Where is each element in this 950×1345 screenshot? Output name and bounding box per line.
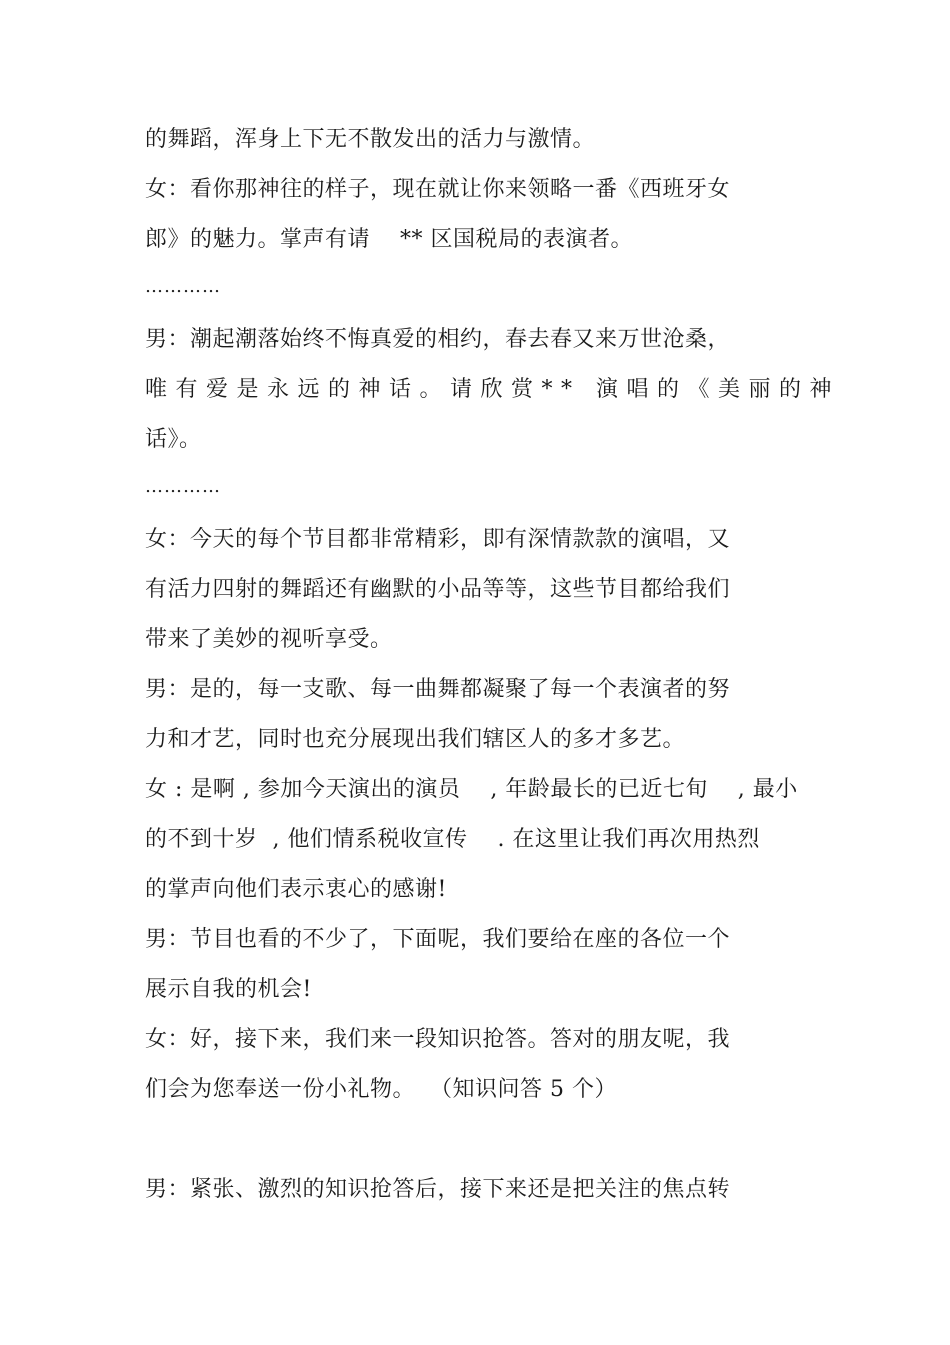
text-line: 女 : 是啊 , 参加今天演出的演员 , 年龄最长的已近七旬 , 最小 <box>145 777 798 802</box>
text-line: 女：今天的每个节目都非常精彩，即有深情款款的演唱，又 <box>145 527 731 552</box>
text-line: 话》。 <box>145 427 202 452</box>
text-line: 有活力四射的舞蹈还有幽默的小品等等，这些节目都给我们 <box>145 577 731 602</box>
text-line: 的掌声向他们表示衷心的感谢! <box>145 877 447 902</box>
ellipsis-line: ………… <box>145 276 221 297</box>
ellipsis-line: ………… <box>145 476 221 497</box>
text-line: 的不到十岁 , 他们情系税收宣传 . 在这里让我们再次用热烈 <box>145 827 760 852</box>
text-line: 的舞蹈，浑身上下无不散发出的活力与激情。 <box>145 127 596 152</box>
text-line: 男：节目也看的不少了，下面呢，我们要给在座的各位一个 <box>145 927 731 952</box>
text-line: 唯有爱是永远的神话。请欣赏** 演唱的《美丽的神 <box>145 377 840 402</box>
text-line: 男：是的，每一支歌、每一曲舞都凝聚了每一个表演者的努 <box>145 677 731 702</box>
text-line: 女：好，接下来，我们来一段知识抢答。答对的朋友呢，我 <box>145 1027 731 1052</box>
text-line: 男：潮起潮落始终不悔真爱的相约，春去春又来万世沧桑， <box>145 327 731 352</box>
text-line: 男：紧张、激烈的知识抢答后，接下来还是把关注的焦点转 <box>145 1177 731 1202</box>
text-line: 们会为您奉送一份小礼物。 （知识问答 5 个） <box>145 1077 617 1102</box>
text-line: 展示自我的机会! <box>145 977 312 1002</box>
text-line: 郎》的魅力。掌声有请 ** 区国税局的表演者。 <box>145 227 633 252</box>
text-line: 女：看你那神往的样子，现在就让你来领略一番《西班牙女 <box>145 177 731 202</box>
text-line: 力和才艺，同时也充分展现出我们辖区人的多才多艺。 <box>145 727 686 752</box>
text-line: 带来了美妙的视听享受。 <box>145 627 393 652</box>
